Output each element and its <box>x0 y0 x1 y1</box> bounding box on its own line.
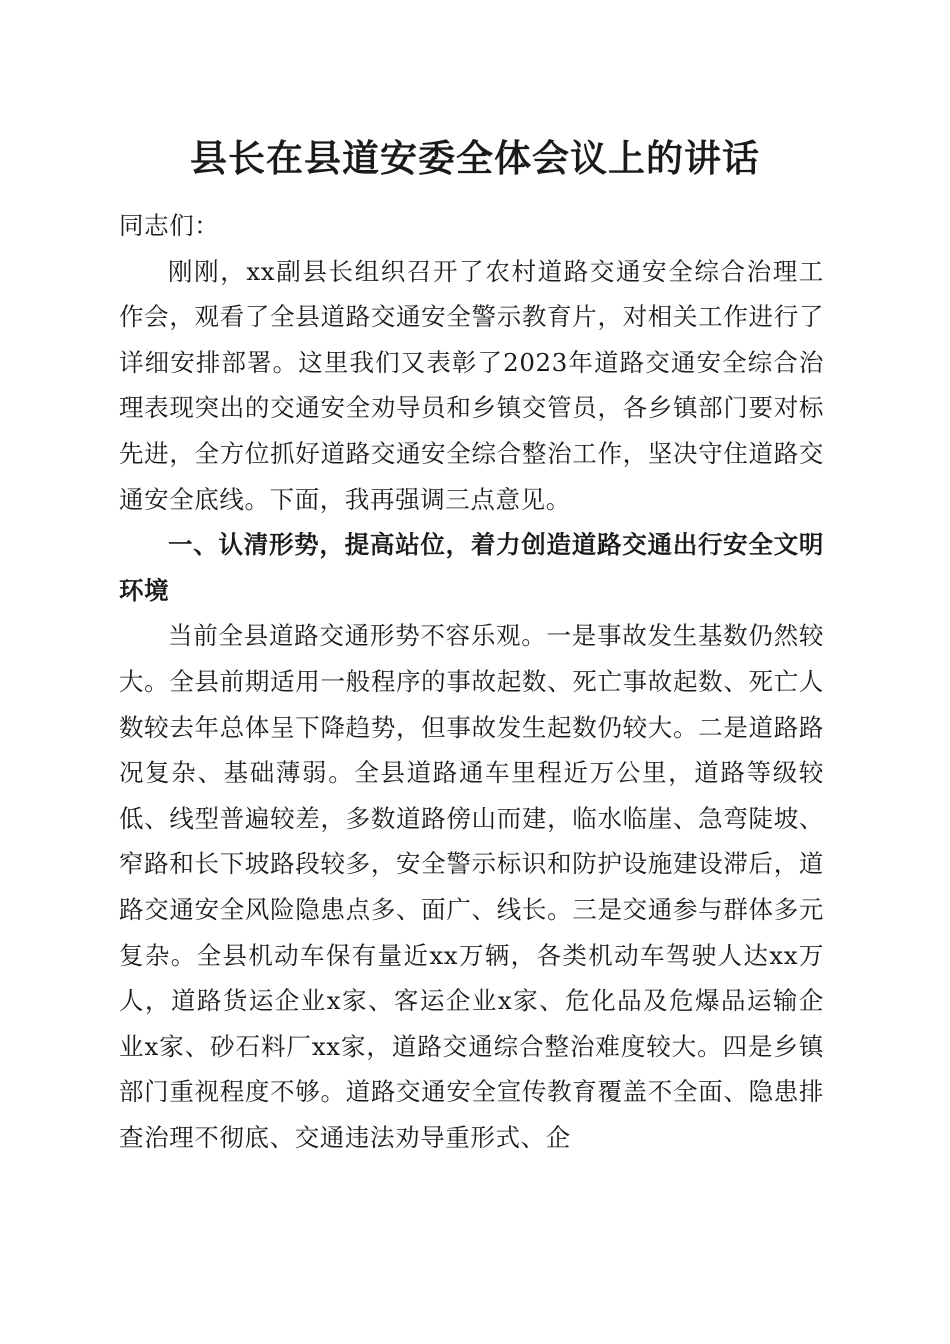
document-body <box>119 203 824 1160</box>
intro-paragraph: 刚刚，xx副县长组织召开了农村道路交通安全综合治理工作会，观看了全县道路交通安全警示教育片，对相关工作进行了详细安排部署。这里我们又表彰了2023年道路交通安全综合治理表现突出的交通安全劝导员和乡镇交管员，各乡镇部门要对标先进，全方位抓好道路交通安全综合整治工作，坚决守住道路交通安全底线。下面，我再强调三点意见。 <box>119 256 824 514</box>
situation-paragraph: 当前全县道路交通形势不容乐观。一是事故发生基数仍然较大。全县前期适用一般程序的事故起数、死亡事故起数、死亡人数较去年总体呈下降趋势，但事故发生起数仍较大。二是道路路况复杂、基础薄弱。全县道路通车里程近万公里，道路等级较低、线型普遍较差，多数道路傍山而建，临水临崖、急弯陡坡、窄路和长下坡路段较多，安全警示标识和防护设施建设滞后，道路交通安全风险隐患点多、面广、线长。三是交通参与群体多元复杂。全县机动车保有量近xx万辆，各类机动车驾驶人达xx万人，道路货运企业x家、客运企业x家、危化品及危爆品运输企业x家、砂石料厂xx家，道路交通综合整治难度较大。四是乡镇部门重视程度不够。道路交通安全宣传教育覆盖不全面、隐患排查治理不彻底、交通违法劝导重形式、企 <box>119 621 824 1152</box>
document-title: 县长在县道安委全体会议上的讲话 <box>190 136 760 180</box>
salutation: 同志们： <box>119 211 220 240</box>
section-heading-1: 一、认清形势，提高站位，着力创造道路交通出行安全文明环境 <box>119 530 824 605</box>
